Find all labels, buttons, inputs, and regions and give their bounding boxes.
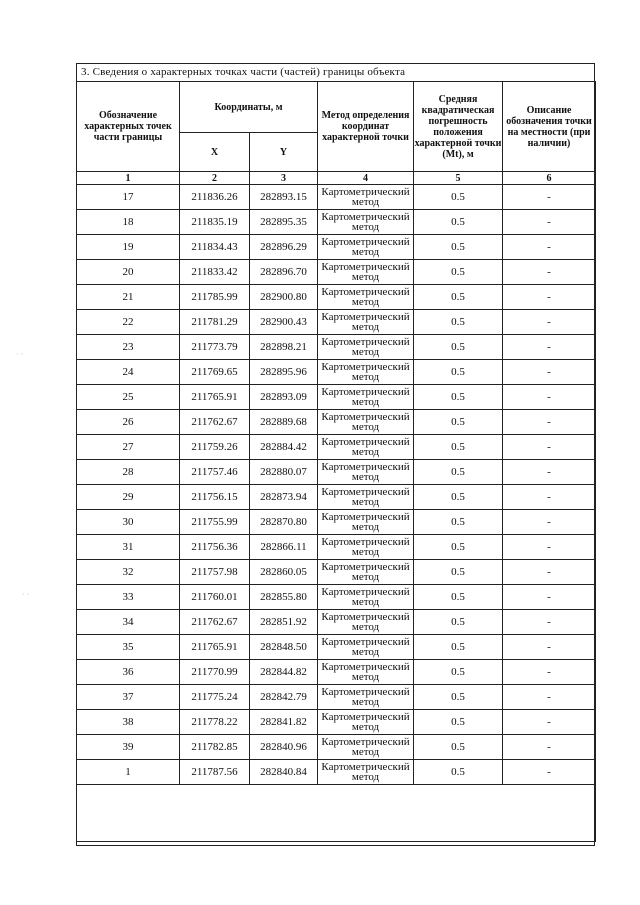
- table-row: [77, 435, 596, 460]
- description-cell: -: [503, 235, 596, 260]
- method-line-1: Картометрический: [321, 261, 410, 273]
- method-cell: [318, 235, 414, 260]
- mean-error-cell: 0.5: [414, 460, 503, 485]
- method-line-1: Картометрический: [321, 361, 410, 373]
- method-line-2: метод: [351, 596, 380, 608]
- point-id-cell: 18: [77, 210, 180, 235]
- y-coordinate-cell: 282896.70: [250, 260, 318, 285]
- mean-error-cell: 0.5: [414, 610, 503, 635]
- y-coordinate-cell: 282898.21: [250, 335, 318, 360]
- method-line-1: Картометрический: [321, 436, 410, 448]
- point-id-cell: 37: [77, 685, 180, 710]
- x-coordinate-cell: 211769.65: [180, 360, 250, 385]
- mean-error-cell: 0.5: [414, 210, 503, 235]
- mean-error-cell: 0.5: [414, 735, 503, 760]
- method-line-2: метод: [351, 621, 380, 633]
- point-id-cell: 29: [77, 485, 180, 510]
- table-row: [77, 385, 596, 410]
- table-row: [77, 760, 596, 785]
- method-line-2: метод: [351, 296, 380, 308]
- scan-speck: · ·: [22, 590, 30, 599]
- method-line-1: Картометрический: [321, 286, 410, 298]
- boundary-points-section: [76, 63, 595, 846]
- mean-error-cell: 0.5: [414, 285, 503, 310]
- point-id-cell: 36: [77, 660, 180, 685]
- point-id-cell: 17: [77, 185, 180, 210]
- method-cell: [318, 285, 414, 310]
- method-cell: [318, 485, 414, 510]
- method-line-2: метод: [351, 421, 380, 433]
- y-coordinate-cell: 282895.35: [250, 210, 318, 235]
- mean-error-cell: 0.5: [414, 660, 503, 685]
- point-id-cell: 39: [77, 735, 180, 760]
- header-coordinates: Координаты, м: [180, 82, 318, 133]
- method-cell: [318, 585, 414, 610]
- method-cell: [318, 435, 414, 460]
- point-id-cell: 26: [77, 410, 180, 435]
- empty-cell: [77, 785, 596, 842]
- method-line-2: метод: [351, 346, 380, 358]
- method-line-1: Картометрический: [321, 386, 410, 398]
- method-line-2: метод: [351, 721, 380, 733]
- description-cell: -: [503, 360, 596, 385]
- method-line-1: Картометрический: [321, 236, 410, 248]
- table-row: [77, 535, 596, 560]
- column-number: 3: [250, 172, 318, 185]
- method-line-2: метод: [351, 521, 380, 533]
- method-line-1: Картометрический: [321, 736, 410, 748]
- mean-error-cell: 0.5: [414, 585, 503, 610]
- point-id-cell: 24: [77, 360, 180, 385]
- mean-error-cell: 0.5: [414, 710, 503, 735]
- x-coordinate-cell: 211770.99: [180, 660, 250, 685]
- method-line-2: метод: [351, 746, 380, 758]
- boundary-points-table: [76, 81, 596, 842]
- description-cell: -: [503, 760, 596, 785]
- description-cell: -: [503, 410, 596, 435]
- description-cell: -: [503, 735, 596, 760]
- y-coordinate-cell: 282896.29: [250, 235, 318, 260]
- description-cell: -: [503, 510, 596, 535]
- method-cell: [318, 310, 414, 335]
- description-cell: -: [503, 285, 596, 310]
- description-cell: -: [503, 660, 596, 685]
- method-line-2: метод: [351, 446, 380, 458]
- point-id-cell: 19: [77, 235, 180, 260]
- point-id-cell: 20: [77, 260, 180, 285]
- method-line-1: Картометрический: [321, 411, 410, 423]
- method-line-1: Картометрический: [321, 186, 410, 198]
- x-coordinate-cell: 211755.99: [180, 510, 250, 535]
- description-cell: -: [503, 710, 596, 735]
- column-number: 6: [503, 172, 596, 185]
- mean-error-cell: 0.5: [414, 560, 503, 585]
- header-mean-error: Средняя квадратическая погрешность положения характерной точки (Mt), м: [414, 82, 503, 172]
- method-cell: [318, 260, 414, 285]
- table-row: [77, 660, 596, 685]
- point-id-cell: 22: [77, 310, 180, 335]
- point-id-cell: 35: [77, 635, 180, 660]
- method-line-2: метод: [351, 471, 380, 483]
- description-cell: -: [503, 610, 596, 635]
- y-coordinate-cell: 282840.96: [250, 735, 318, 760]
- table-row: [77, 185, 596, 210]
- description-cell: -: [503, 485, 596, 510]
- x-coordinate-cell: 211759.26: [180, 435, 250, 460]
- method-line-1: Картометрический: [321, 311, 410, 323]
- table-row: [77, 260, 596, 285]
- x-coordinate-cell: 211782.85: [180, 735, 250, 760]
- table-row: [77, 485, 596, 510]
- x-coordinate-cell: 211757.46: [180, 460, 250, 485]
- x-coordinate-cell: 211836.26: [180, 185, 250, 210]
- method-line-1: Картометрический: [321, 336, 410, 348]
- mean-error-cell: 0.5: [414, 410, 503, 435]
- y-coordinate-cell: 282844.82: [250, 660, 318, 685]
- method-cell: [318, 385, 414, 410]
- column-number: 4: [318, 172, 414, 185]
- mean-error-cell: 0.5: [414, 685, 503, 710]
- method-cell: [318, 710, 414, 735]
- method-line-2: метод: [351, 696, 380, 708]
- table-row: [77, 310, 596, 335]
- table-row: [77, 210, 596, 235]
- description-cell: -: [503, 260, 596, 285]
- method-cell: [318, 685, 414, 710]
- method-line-1: Картометрический: [321, 211, 410, 223]
- y-coordinate-cell: 282893.15: [250, 185, 318, 210]
- x-coordinate-cell: 211757.98: [180, 560, 250, 585]
- table-row: [77, 735, 596, 760]
- point-id-cell: 27: [77, 435, 180, 460]
- y-coordinate-cell: 282873.94: [250, 485, 318, 510]
- method-cell: [318, 735, 414, 760]
- table-row: [77, 335, 596, 360]
- mean-error-cell: 0.5: [414, 385, 503, 410]
- method-line-1: Картометрический: [321, 761, 410, 773]
- method-cell: [318, 410, 414, 435]
- x-coordinate-cell: 211773.79: [180, 335, 250, 360]
- point-id-cell: 38: [77, 710, 180, 735]
- description-cell: -: [503, 210, 596, 235]
- method-line-2: метод: [351, 321, 380, 333]
- mean-error-cell: 0.5: [414, 360, 503, 385]
- table-row: [77, 685, 596, 710]
- description-cell: -: [503, 560, 596, 585]
- x-coordinate-cell: 211760.01: [180, 585, 250, 610]
- header-method: Метод определения координат характерной точки: [318, 82, 414, 172]
- header-point-description: Описание обозначения точки на местности (при наличии): [503, 82, 596, 172]
- y-coordinate-cell: 282848.50: [250, 635, 318, 660]
- method-line-2: метод: [351, 671, 380, 683]
- header-x: X: [180, 133, 250, 172]
- mean-error-cell: 0.5: [414, 235, 503, 260]
- description-cell: -: [503, 460, 596, 485]
- description-cell: -: [503, 310, 596, 335]
- method-cell: [318, 360, 414, 385]
- table-row: [77, 360, 596, 385]
- method-line-1: Картометрический: [321, 711, 410, 723]
- description-cell: -: [503, 435, 596, 460]
- column-number: 2: [180, 172, 250, 185]
- point-id-cell: 34: [77, 610, 180, 635]
- method-line-2: метод: [351, 771, 380, 783]
- x-coordinate-cell: 211756.15: [180, 485, 250, 510]
- method-line-2: метод: [351, 496, 380, 508]
- table-row: [77, 510, 596, 535]
- method-line-1: Картометрический: [321, 536, 410, 548]
- mean-error-cell: 0.5: [414, 185, 503, 210]
- method-line-2: метод: [351, 371, 380, 383]
- table-row: [77, 560, 596, 585]
- method-cell: [318, 610, 414, 635]
- y-coordinate-cell: 282860.05: [250, 560, 318, 585]
- x-coordinate-cell: 211762.67: [180, 410, 250, 435]
- method-line-1: Картометрический: [321, 461, 410, 473]
- description-cell: -: [503, 385, 596, 410]
- method-line-2: метод: [351, 571, 380, 583]
- method-cell: [318, 660, 414, 685]
- x-coordinate-cell: 211762.67: [180, 610, 250, 635]
- scan-speck: · ·: [16, 350, 24, 359]
- x-coordinate-cell: 211756.36: [180, 535, 250, 560]
- method-line-2: метод: [351, 196, 380, 208]
- point-id-cell: 1: [77, 760, 180, 785]
- description-cell: -: [503, 685, 596, 710]
- method-cell: [318, 560, 414, 585]
- method-line-2: метод: [351, 646, 380, 658]
- column-number: 1: [77, 172, 180, 185]
- point-id-cell: 21: [77, 285, 180, 310]
- x-coordinate-cell: 211778.22: [180, 710, 250, 735]
- method-line-1: Картометрический: [321, 661, 410, 673]
- method-line-1: Картометрический: [321, 561, 410, 573]
- x-coordinate-cell: 211785.99: [180, 285, 250, 310]
- description-cell: -: [503, 335, 596, 360]
- header-point-designation: Обозначение характерных точек части границы: [77, 82, 180, 172]
- point-id-cell: 32: [77, 560, 180, 585]
- method-line-1: Картометрический: [321, 486, 410, 498]
- mean-error-cell: 0.5: [414, 635, 503, 660]
- mean-error-cell: 0.5: [414, 260, 503, 285]
- method-line-2: метод: [351, 271, 380, 283]
- table-row: [77, 585, 596, 610]
- method-line-2: метод: [351, 246, 380, 258]
- method-line-1: Картометрический: [321, 611, 410, 623]
- method-cell: [318, 510, 414, 535]
- mean-error-cell: 0.5: [414, 760, 503, 785]
- y-coordinate-cell: 282889.68: [250, 410, 318, 435]
- point-id-cell: 33: [77, 585, 180, 610]
- table-row: [77, 610, 596, 635]
- y-coordinate-cell: 282842.79: [250, 685, 318, 710]
- x-coordinate-cell: 211781.29: [180, 310, 250, 335]
- x-coordinate-cell: 211765.91: [180, 385, 250, 410]
- table-row: [77, 235, 596, 260]
- y-coordinate-cell: 282895.96: [250, 360, 318, 385]
- method-line-1: Картометрический: [321, 586, 410, 598]
- y-coordinate-cell: 282855.80: [250, 585, 318, 610]
- point-id-cell: 30: [77, 510, 180, 535]
- method-cell: [318, 210, 414, 235]
- table-row: [77, 460, 596, 485]
- description-cell: -: [503, 185, 596, 210]
- method-line-2: метод: [351, 396, 380, 408]
- point-id-cell: 23: [77, 335, 180, 360]
- x-coordinate-cell: 211787.56: [180, 760, 250, 785]
- header-y: Y: [250, 133, 318, 172]
- y-coordinate-cell: 282884.42: [250, 435, 318, 460]
- column-numbers-row: [77, 172, 596, 185]
- method-cell: [318, 760, 414, 785]
- mean-error-cell: 0.5: [414, 335, 503, 360]
- x-coordinate-cell: 211835.19: [180, 210, 250, 235]
- method-cell: [318, 635, 414, 660]
- method-cell: [318, 535, 414, 560]
- x-coordinate-cell: 211765.91: [180, 635, 250, 660]
- point-id-cell: 25: [77, 385, 180, 410]
- description-cell: -: [503, 535, 596, 560]
- description-cell: -: [503, 635, 596, 660]
- method-line-1: Картометрический: [321, 511, 410, 523]
- method-line-2: метод: [351, 221, 380, 233]
- mean-error-cell: 0.5: [414, 510, 503, 535]
- x-coordinate-cell: 211775.24: [180, 685, 250, 710]
- y-coordinate-cell: 282870.80: [250, 510, 318, 535]
- y-coordinate-cell: 282851.92: [250, 610, 318, 635]
- table-row: [77, 285, 596, 310]
- y-coordinate-cell: 282866.11: [250, 535, 318, 560]
- empty-row: [77, 785, 596, 842]
- x-coordinate-cell: 211833.42: [180, 260, 250, 285]
- method-line-1: Картометрический: [321, 636, 410, 648]
- section-title: 3. Сведения о характерных точках части (частей) границы объекта: [81, 66, 406, 78]
- y-coordinate-cell: 282900.80: [250, 285, 318, 310]
- method-cell: [318, 335, 414, 360]
- mean-error-cell: 0.5: [414, 435, 503, 460]
- table-row: [77, 710, 596, 735]
- table-body: [77, 185, 596, 785]
- y-coordinate-cell: 282841.82: [250, 710, 318, 735]
- description-cell: -: [503, 585, 596, 610]
- method-cell: [318, 460, 414, 485]
- mean-error-cell: 0.5: [414, 535, 503, 560]
- y-coordinate-cell: 282880.07: [250, 460, 318, 485]
- point-id-cell: 28: [77, 460, 180, 485]
- column-number: 5: [414, 172, 503, 185]
- method-cell: [318, 185, 414, 210]
- table-row: [77, 410, 596, 435]
- point-id-cell: 31: [77, 535, 180, 560]
- y-coordinate-cell: 282840.84: [250, 760, 318, 785]
- x-coordinate-cell: 211834.43: [180, 235, 250, 260]
- mean-error-cell: 0.5: [414, 485, 503, 510]
- mean-error-cell: 0.5: [414, 310, 503, 335]
- y-coordinate-cell: 282893.09: [250, 385, 318, 410]
- method-line-1: Картометрический: [321, 686, 410, 698]
- y-coordinate-cell: 282900.43: [250, 310, 318, 335]
- table-row: [77, 635, 596, 660]
- method-line-2: метод: [351, 546, 380, 558]
